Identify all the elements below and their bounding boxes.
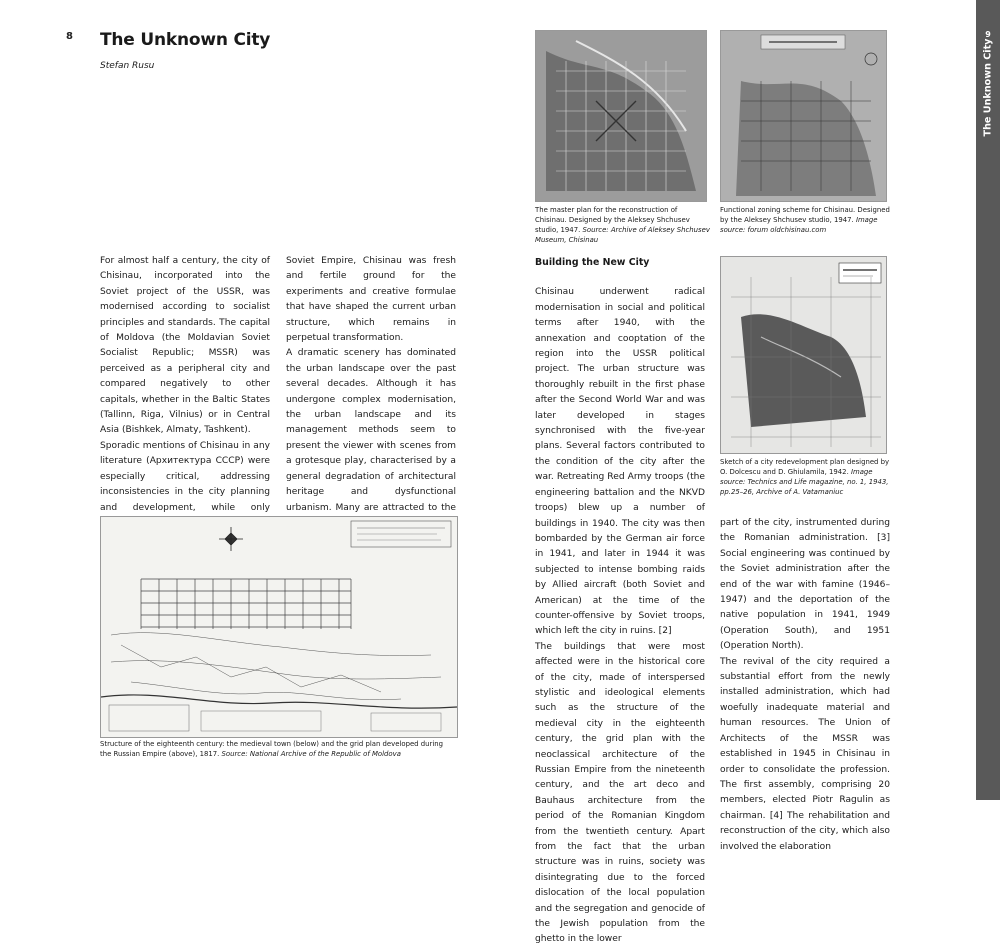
right-page <box>500 0 1000 945</box>
paragraph: A dramatic scenery has dominated the urban landscape over the past several decades. Although it has undergone complex modernisation, the urban landscape and its management methods seem to present the viewer with scenes from a grotesque play, characterised by a general degradation of architectural heritage and dysfunctional urbanism. Many are attracted to the <box>286 348 456 513</box>
caption-source: Source: National Archive of the Republic of Moldova <box>221 750 401 758</box>
zoning-scheme-image <box>721 31 886 201</box>
right-column-2 <box>720 516 890 855</box>
right-column-1 <box>535 255 705 948</box>
caption-text: Structure of the eighteenth century: the medieval town (below) and the grid plan developed during the Russian Empire (above), 1817. <box>100 740 443 758</box>
town-plan-map-image <box>101 517 457 737</box>
figure-1817-caption <box>100 739 456 759</box>
paragraph: Sporadic mentions of Chisinau in any literature (Архитектура СССР) were especially critical, addressing inconsistencies in the city planning and development, while only <box>100 440 270 513</box>
caption-source: Source: Archive of Aleksey Shchusev Museum, Chisinau <box>535 226 710 244</box>
article-title: The Unknown City <box>100 30 271 50</box>
caption-source: Image source: Technics and Life magazine, no. 1, 1943, pp.25–26, Archive of A. Vatamaniuc <box>720 468 889 496</box>
page-number-left: 8 <box>66 31 73 42</box>
figure-functional-zoning-1947 <box>720 30 887 202</box>
paragraph: Soviet Empire, Chisinau was fresh and fertile ground for the experiments and creative formulae that have shaped the current urban structure, which remains in perpetual transformation. <box>286 256 456 344</box>
paragraph: The revival of the city required a substantial effort from the newly installed administration, which had woefully inadequate material and human resources. The Union of Architects of the MSSR was established in 1945 in Chisinau in order to consolidate the profession. The first assembly, comprising 20 members, elected Piotr Ragulin as chairman. [4] The rehabilitation and reconstruction of the city, which also involved the elaboration <box>720 656 890 852</box>
paragraph: Chisinau underwent radical modernisation in social and political terms after 1940, with the annexation and cooptation of the region into the USSR political project. The urban structure was thoroughly rebuilt in the first phase after the Second World War and was later developed in stages synchronised with the five-year plans. Several factors contributed to the condition of the city after the war. Retreating Red Army troops (the engineering battalion and the NKVD troops) blew up a number of buildings in 1940. The city was then bombarded by the German air force in 1941, and later in 1944 it was subjected to intense bombing raids by Allied aircraft (both Soviet and American) at the time of the counter-offensive by Soviet troops, which left the city in ruins. [2] <box>535 287 705 637</box>
section-heading: Building the New City <box>535 257 650 268</box>
side-tab-title: The Unknown City <box>982 38 994 137</box>
paragraph: The buildings that were most affected were in the historical core of the city, made of interspersed stylistic and ideological elements such as the structure of the medieval city in the eighteenth century, the grid plan with the neoclassical architecture of the Russian Empire from the nineteenth century, and the art deco and Bauhaus architecture from the period of the Romanian Kingdom from the twentieth century. Apart from the fact that the urban structure was in ruins, society was disintegrating due to the forced dislocation of the local population and the segregation and genocide of the Jewish population from the ghetto in the lower <box>535 641 705 945</box>
page-number-right: 9 <box>985 30 991 39</box>
paragraph: part of the city, instrumented during the Romanian administration. [3] Social engineering was continued by the Soviet administration after the end of the war with famine (1946–1947) and the deportation of the native population in 1941, 1949 (Operation South), and 1951 (Operation North). <box>720 518 890 652</box>
caption-source: Image source: forum oldchisinau.com <box>720 216 878 234</box>
caption-text: Sketch of a city redevelopment plan designed by O. Dolcescu and D. Ghiulamila, 1942. <box>720 458 890 476</box>
master-plan-image <box>536 31 706 201</box>
figure-redevelopment-sketch-1942 <box>720 256 887 454</box>
side-tab <box>976 0 1000 800</box>
redevelopment-sketch-image <box>721 257 886 453</box>
article-author: Stefan Rusu <box>100 61 155 71</box>
figure-zoning-caption <box>720 205 890 235</box>
figure-master-plan-caption <box>535 205 710 245</box>
left-page <box>0 0 500 800</box>
figure-redevelopment-caption <box>720 457 890 497</box>
caption-text: Functional zoning scheme for Chisinau. Designed by the Aleksey Shchusev studio, 1947. <box>720 206 890 224</box>
figure-master-plan-1947 <box>535 30 707 202</box>
figure-1817-town-plan <box>100 516 458 738</box>
caption-text: The master plan for the reconstruction of Chisinau. Designed by the Aleksey Shchusev studio, 1947. <box>535 206 690 234</box>
paragraph: For almost half a century, the city of Chisinau, incorporated into the Soviet project of the USSR, was modernised according to socialist principles and standards. The capital of Moldova (the Moldavian Soviet Socialist Republic; MSSR) was perceived as a peripheral city and compared negatively to other capitals, whether in the Baltic States (Tallinn, Riga, Vilnius) or in Central Asia (Bishkek, Almaty, Tashkent). <box>100 256 270 436</box>
